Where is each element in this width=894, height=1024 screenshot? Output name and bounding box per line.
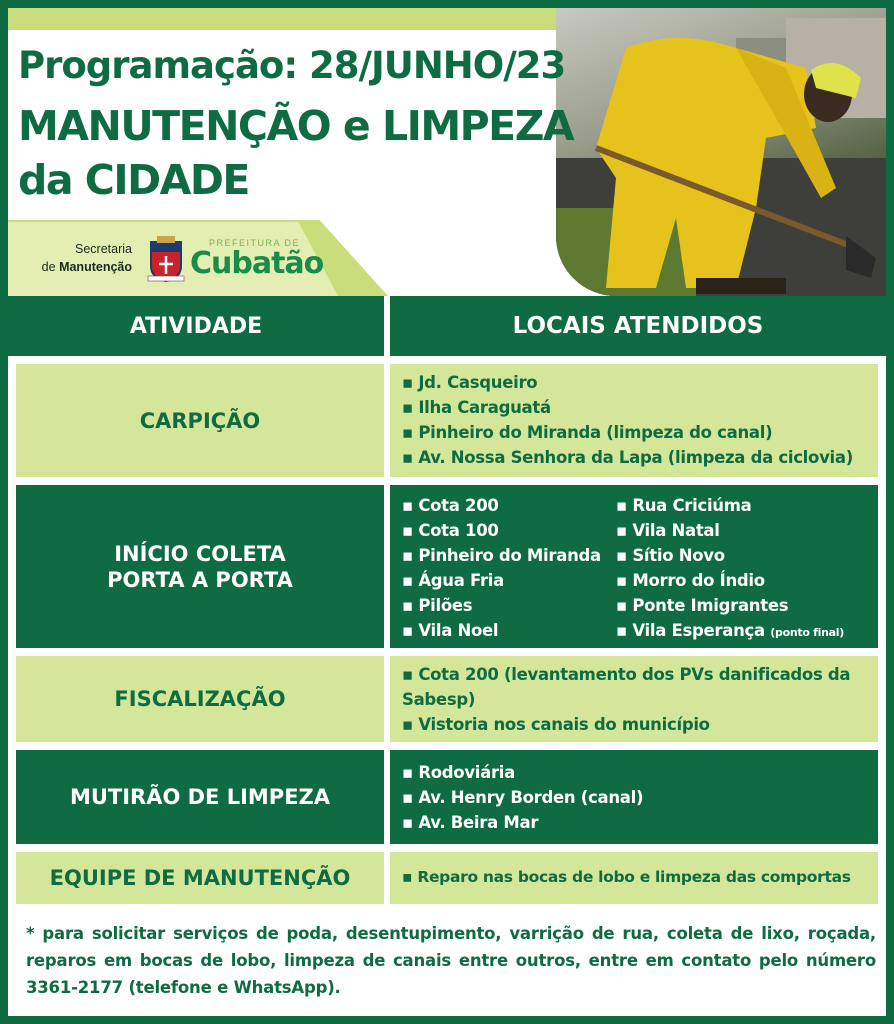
list-item: ▪ Vila Natal: [616, 518, 844, 543]
list-item: ▪ Pinheiro do Miranda: [402, 543, 601, 568]
locations-list-right: [616, 493, 844, 645]
list-item: ▪ Vistoria nos canais do município: [402, 712, 872, 737]
locations-cell: [390, 852, 878, 904]
list-item: ▪ Pilões: [402, 593, 601, 618]
activity-label: [107, 541, 293, 593]
list-item: ▪ Pinheiro do Miranda (limpeza do canal): [402, 420, 853, 445]
secretaria-prefix: de: [41, 260, 60, 274]
flyer: [8, 8, 886, 1016]
list-item: ▪ Av. Nossa Senhora da Lapa (limpeza da ciclovia): [402, 445, 853, 470]
locations-list: [402, 662, 872, 737]
locations-cell: [390, 364, 878, 477]
list-item: ▪ Rodoviária: [402, 760, 643, 785]
header: [8, 8, 886, 296]
activity-cell: [16, 852, 384, 904]
locations-cell: [390, 485, 878, 648]
list-item: ▪ Água Fria: [402, 568, 601, 593]
activity-cell: [16, 485, 384, 648]
column-header-locations: [390, 296, 886, 356]
list-item: ▪ Vila Noel: [402, 618, 601, 643]
secretaria-label: [28, 240, 132, 276]
activity-label-line2: PORTA A PORTA: [107, 567, 293, 592]
main-title-line2: da CIDADE: [18, 156, 249, 204]
activity-label: FISCALIZAÇÃO: [114, 687, 286, 711]
column-header-locations-label: LOCAIS ATENDIDOS: [512, 313, 764, 339]
activity-label: MUTIRÃO DE LIMPEZA: [69, 785, 331, 809]
list-item-text: Vila Esperança: [632, 621, 765, 640]
list-item: ▪ Sítio Novo: [616, 543, 844, 568]
secretaria-line1: Secretaria: [75, 242, 132, 256]
secretaria-bold: Manutenção: [59, 260, 132, 274]
schedule-date-title: Programação: 28/JUNHO/23: [18, 44, 566, 87]
activity-cell: [16, 656, 384, 742]
activity-label: EQUIPE DE MANUTENÇÃO: [49, 866, 351, 890]
locations-cell: [390, 656, 878, 742]
list-item: ▪ Rua Criciúma: [616, 493, 844, 518]
list-item: [616, 618, 844, 645]
list-item: ▪ Jd. Casqueiro: [402, 370, 853, 395]
activity-label: CARPIÇÃO: [139, 408, 261, 433]
list-item: ▪ Ilha Caraguatá: [402, 395, 853, 420]
list-item: ▪ Cota 100: [402, 518, 601, 543]
list-item: ▪ Reparo nas bocas de lobo e limpeza das comportas: [402, 865, 851, 890]
list-item: ▪ Av. Henry Borden (canal): [402, 785, 643, 810]
contact-footnote: * para solicitar serviços de poda, desentupimento, varrição de rua, coleta de lixo, roçada, reparos em bocas de lobo, limpeza de canais entre outros, entre em contato pelo número 3361-2177 (telefone e WhatsApp).: [26, 924, 876, 997]
prefeitura-label: PREFEITURA DE: [209, 238, 301, 248]
list-item: ▪ Av. Beira Mar: [402, 810, 643, 835]
list-item: ▪ Cota 200 (levantamento dos PVs danificados da Sabesp): [402, 662, 872, 712]
column-header-activity: [8, 296, 384, 356]
activity-cell: [16, 750, 384, 844]
locations-list: [402, 760, 643, 835]
main-title-line1: MANUTENÇÃO e LIMPEZA: [18, 102, 574, 150]
list-item: ▪ Cota 200: [402, 493, 601, 518]
list-item-note: (ponto final): [770, 626, 844, 639]
locations-list: [402, 865, 851, 890]
city-logo-text: Cubatão: [190, 246, 324, 281]
secretaria-line2: [28, 258, 132, 276]
list-item: ▪ Morro do Índio: [616, 568, 844, 593]
activity-cell: [16, 364, 384, 477]
locations-list-left: [402, 493, 601, 643]
column-header-activity-label: ATIVIDADE: [129, 313, 263, 339]
decorative-stripe: [8, 8, 628, 30]
worker-photo: [556, 8, 886, 296]
activity-label-line1: INÍCIO COLETA: [114, 541, 286, 566]
locations-list: [402, 370, 853, 470]
city-crest-icon: [147, 236, 185, 282]
locations-cell: [390, 750, 878, 844]
list-item: ▪ Ponte Imigrantes: [616, 593, 844, 618]
